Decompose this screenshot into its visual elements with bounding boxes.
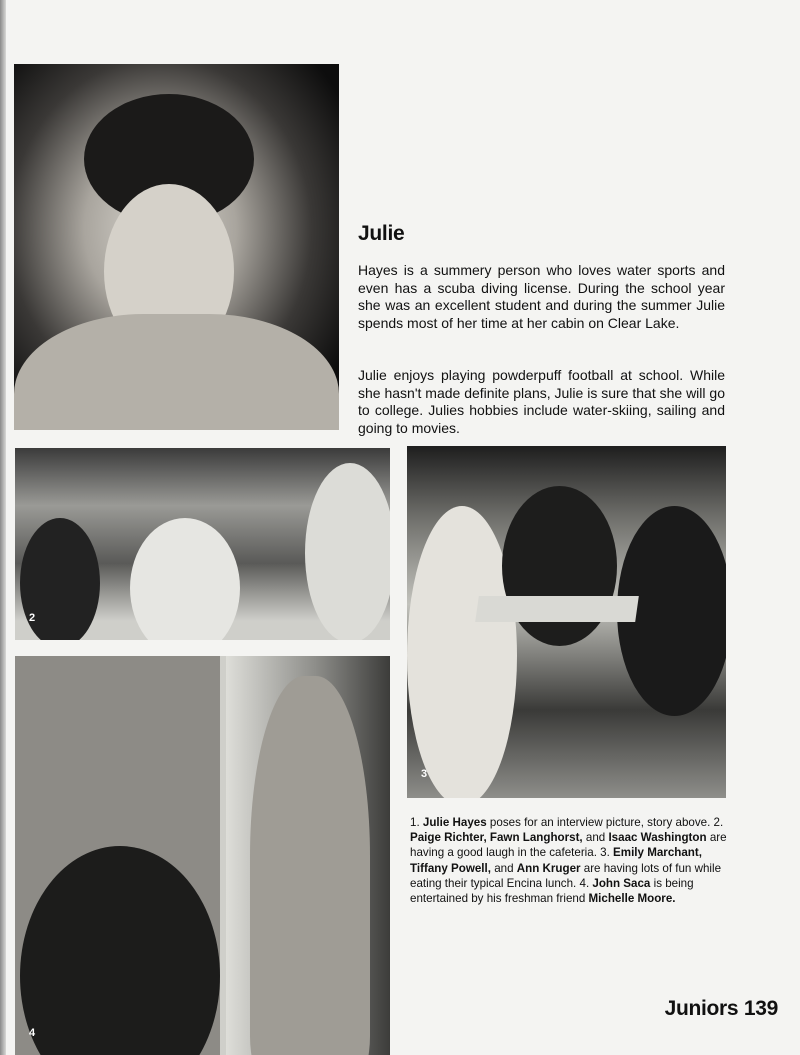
encina-lunch-photo [407, 446, 726, 798]
page-binding-edge [0, 0, 6, 1055]
caption-text: and [490, 861, 517, 875]
figure-shape [130, 518, 240, 640]
caption-text: poses for an interview picture, story above. [486, 816, 714, 829]
caption-text: is being entertained by his freshman friend [410, 876, 694, 906]
john-saca-michelle-moore-photo [15, 656, 390, 1055]
profile-paragraph-2: Julie enjoys playing powderpuff football at school. While she hasn't made definite plans, Julie is sure that she will go to college. Julies hobbies include water-skiing, sailing and going to movies. [358, 367, 725, 436]
photo-caption [410, 815, 728, 906]
caption-text: are having lots of fun while eating their typical Encina lunch. [410, 861, 722, 890]
caption-name: Emily Marchant, Tiffany Powell, [410, 846, 702, 875]
caption-name: Julie Hayes [422, 816, 487, 829]
portrait-photo-julie-hayes [14, 64, 339, 430]
page-number: 139 [743, 997, 778, 1020]
caption-name: Isaac Washington [608, 831, 707, 845]
photo-number-label: 3 [421, 768, 428, 780]
caption-name: Michelle Moore. [588, 892, 676, 906]
caption-name: John Saca [592, 876, 651, 890]
caption-name: Paige Richter, Fawn Langhorst, [410, 831, 583, 845]
table-shape [475, 596, 639, 622]
caption-text: are having a good laugh in the cafeteria. [410, 831, 727, 860]
caption-number: 3. [600, 846, 614, 860]
figure-shape [502, 486, 617, 646]
cafeteria-laugh-photo [15, 448, 390, 640]
caption-name: Ann Kruger [516, 861, 581, 875]
caption-text: and [582, 831, 609, 845]
photo-number-label: 4 [29, 1027, 36, 1039]
portrait-sweater-shape [14, 314, 339, 430]
figure-shape [407, 506, 517, 798]
caption-number: 2. [713, 816, 724, 829]
photo-number-label: 2 [29, 612, 36, 624]
section-title: Juniors [664, 997, 739, 1020]
profile-paragraph-1: Hayes is a summery person who loves water sports and even has a scuba diving license. During the school year she was an excellent student and during the summer Julie spends most of her time at her cabin on Clear Lake. [358, 262, 725, 331]
profile-heading: Julie [358, 222, 405, 245]
figure-shape [305, 463, 390, 640]
page-footer [665, 997, 778, 1021]
caption-number: 4. [579, 876, 593, 890]
caption-number: 1. [410, 816, 423, 829]
figure-shape [250, 676, 370, 1055]
